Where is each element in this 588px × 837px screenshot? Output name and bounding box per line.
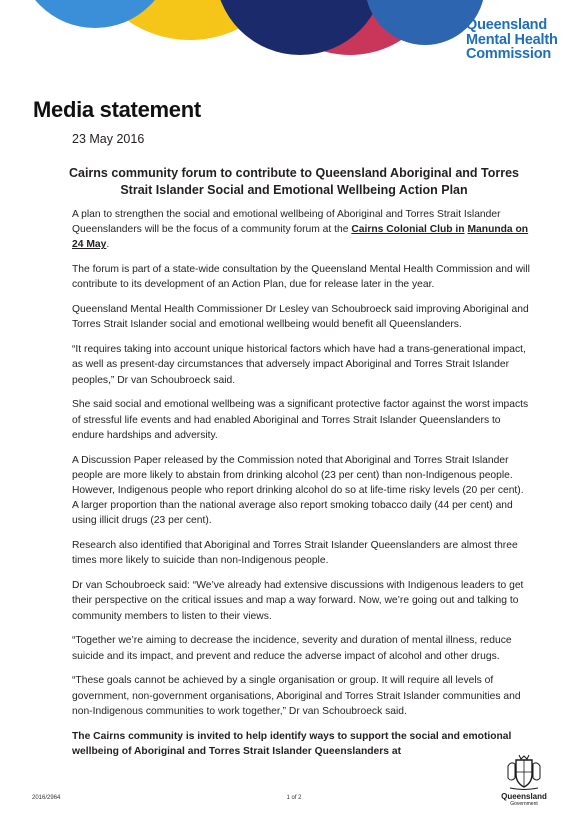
headline-line-1: Cairns community forum to contribute to Queensland Aboriginal and Torres (68, 166, 520, 180)
body-text (72, 207, 532, 769)
paragraph-2: The forum is part of a state-wide consultation by the Queensland Mental Health Commission and will contribute to its development of an Action Plan, due for release later in the year. (72, 264, 530, 291)
venue-link[interactable]: Cairns Colonial Club in (351, 224, 465, 236)
coat-of-arms-icon (504, 752, 544, 792)
paragraph-3: Queensland Mental Health Commissioner Dr Lesley van Schoubroeck said improving Aboriginal and Torres Strait Islander social and emotional wellbeing would benefit all Queenslanders. (72, 304, 529, 331)
queensland-government-logo (493, 752, 555, 807)
government-name: Queensland (501, 792, 547, 801)
headline (58, 165, 530, 199)
paragraph-4: “It requires taking into account unique historical factors which have had a trans-generational impact, as well as present-day circumstances that adversely impact Aboriginal and Torres Strait Islander peoples,” Dr van Schoubroeck said. (72, 344, 526, 386)
location-date-link[interactable]: Manunda on 24 May (72, 224, 529, 251)
qmhc-logo (466, 18, 558, 62)
paragraph-5: She said social and emotional wellbeing was a significant protective factor against the worst impacts of stressful life events and had enabled Aboriginal and Torres Strait Islander Queenslanders to endure hardships and adversity. (72, 399, 529, 441)
paragraph-1-text: A plan to strengthen the social and emotional wellbeing of Aboriginal and Torres Strait Islander Queenslanders will be the focus of a community forum at the (72, 209, 501, 236)
logo-line-3: Commission (466, 46, 552, 62)
paragraph-6: A Discussion Paper released by the Commission noted that Aboriginal and Torres Strait Islander people are more likely to abstain from drinking alcohol (23 per cent) than non-Indigenous people. However, Indigenous people who report drinking alcohol do so at life-time risky levels (20 per cent). A larger proportion than the national average also report smoking tobacco daily (44 per cent) and using illicit drugs (23 per cent). (72, 454, 524, 527)
paragraph-9: “Together we’re aiming to decrease the incidence, severity and duration of mental illness, reduce suicide and its impact, and prevent and reduce the adverse impact of alcohol and other drugs. (72, 635, 512, 662)
logo-line-1: Queensland (466, 17, 547, 33)
government-subtitle: Government (510, 801, 538, 807)
paragraph-8: Dr van Schoubroeck said: “We’ve already had extensive discussions with Indigenous leaders to get their perspective on the critical issues and map a way forward. Now, we’re going out and talking to community members to listen to their views. (72, 580, 524, 622)
logo-line-2: Mental Health (466, 31, 558, 48)
paragraph-11: The Cairns community is invited to help identify ways to support the social and emotional wellbeing of Aboriginal and Torres Strait Islander Queenslanders at (72, 730, 512, 757)
statement-date: 23 May 2016 (72, 132, 145, 146)
headline-line-2: Strait Islander Social and Emotional Wellbeing Action Plan (120, 183, 468, 197)
paragraph-1 (72, 207, 532, 253)
paragraph-7: Research also identified that Aboriginal and Torres Strait Islander Queenslanders are almost three times more likely to suicide than non-Indigenous people. (72, 540, 518, 567)
paragraph-1-end: . (106, 239, 110, 251)
document-reference: 2016/2964 (32, 795, 61, 801)
page-number: 1 of 2 (286, 795, 302, 801)
paragraph-10: “These goals cannot be achieved by a single organisation or group. It will require all levels of government, non-government organisations, Aboriginal and Torres Strait Islander communities and non-Indigenous communities to work together,” Dr van Schoubroeck said. (72, 675, 521, 717)
document-type: Media statement (33, 97, 201, 122)
